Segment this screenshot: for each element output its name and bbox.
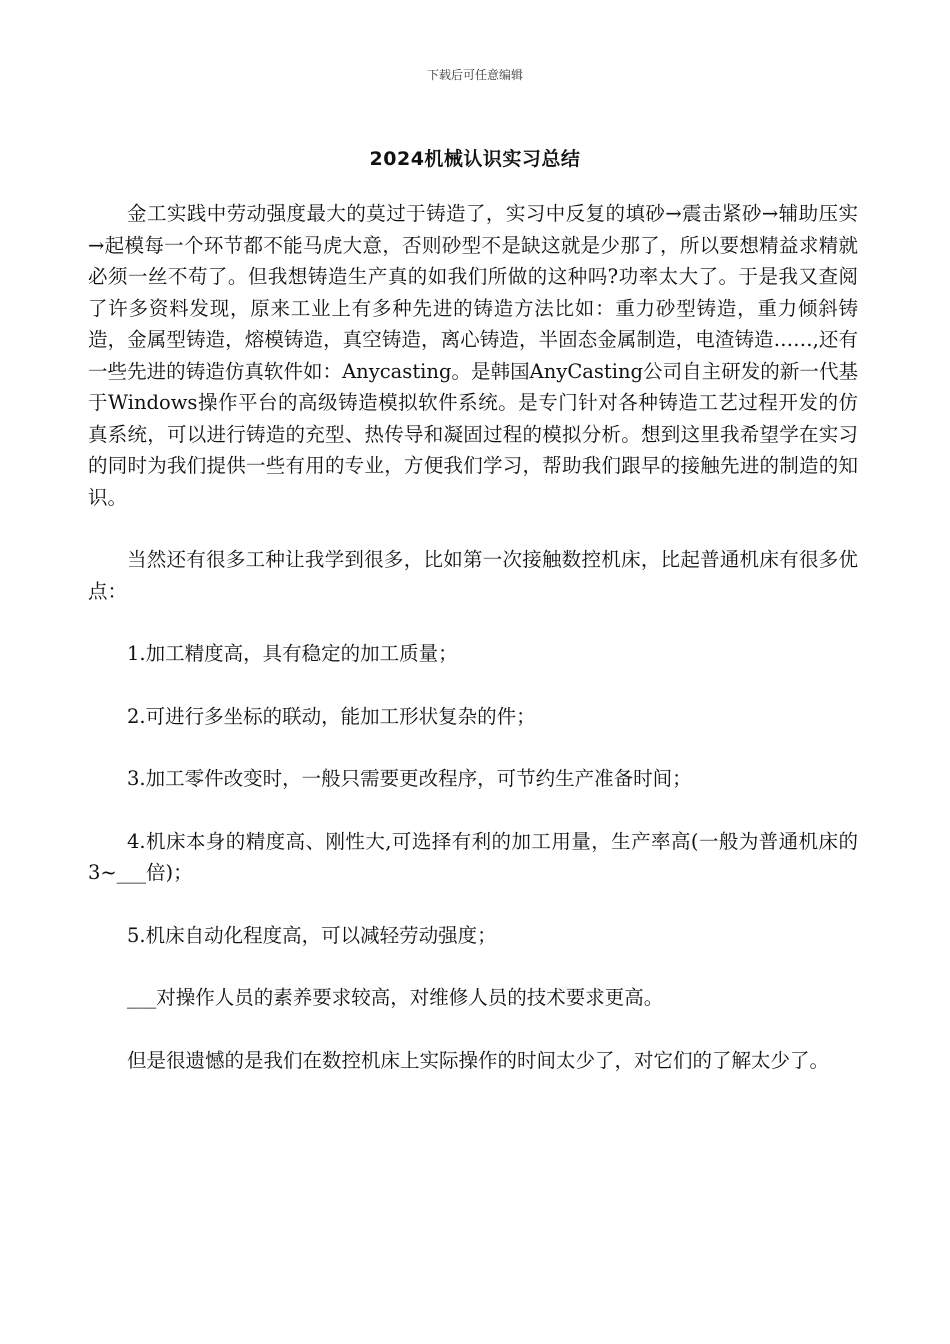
header-note: 下载后可任意编辑 — [426, 68, 523, 82]
list-item-2: 2.可进行多坐标的联动，能加工形状复杂的件； — [127, 704, 536, 728]
list-item-3: 3.加工零件改变时，一般只需要更改程序，可节约生产准备时间； — [127, 767, 692, 790]
document-title: 2024机械认识实习总结 — [369, 148, 581, 170]
paragraph-conclusion: 但是很遗憾的是我们在数控机床上实际操作的时间太少了，对它们的了解太少了。 — [127, 1048, 830, 1072]
list-item-6: ___对操作人员的素养要求较高，对维修人员的技术要求更高。 — [127, 986, 664, 1009]
list-item-4: 4.机床本身的精度高、刚性大,可选择有利的加工用量，生产率高(一般为普通机床的3~___倍)； — [88, 829, 858, 884]
paragraph-casting: 金工实践中劳动强度最大的莫过于铸造了，实习中反复的填砂→震击紧砂→辅助压实→起模每一个环节都不能马虎大意，否则砂型不是缺这就是少那了，所以要想精益求精就必须一丝不苟了。但我想铸造生产真的如我们所做的这种吗?功率太大了。于是我又查阅了许多资料发现，原来工业上有多种先进的铸造方法比如：重力砂型铸造，重力倾斜铸造，金属型铸造，熔模铸造，真空铸造，离心铸造，半固态金属制造，电渣铸造……,还有一些先进的铸造仿真软件如：Anycasting。是韩国AnyCasting公司自主研发的新一代基于Windows操作平台的高级铸造模拟软件系统。是专门针对各种铸造工艺过程开发的仿真系统，可以进行铸造的充型、热传导和凝固过程的模拟分析。想到这里我希望学在实习的同时为我们提供一些有用的专业，方便我们学习，帮助我们跟早的接触先进的制造的知识。 — [88, 202, 858, 509]
list-item-1: 1.加工精度高，具有稳定的加工质量； — [127, 642, 458, 665]
list-item-5: 5.机床自动化程度高，可以减轻劳动强度； — [127, 923, 497, 947]
paragraph-cnc-intro: 当然还有很多工种让我学到很多，比如第一次接触数控机床，比起普通机床有很多优点： — [88, 548, 858, 603]
document-body — [88, 198, 858, 1076]
